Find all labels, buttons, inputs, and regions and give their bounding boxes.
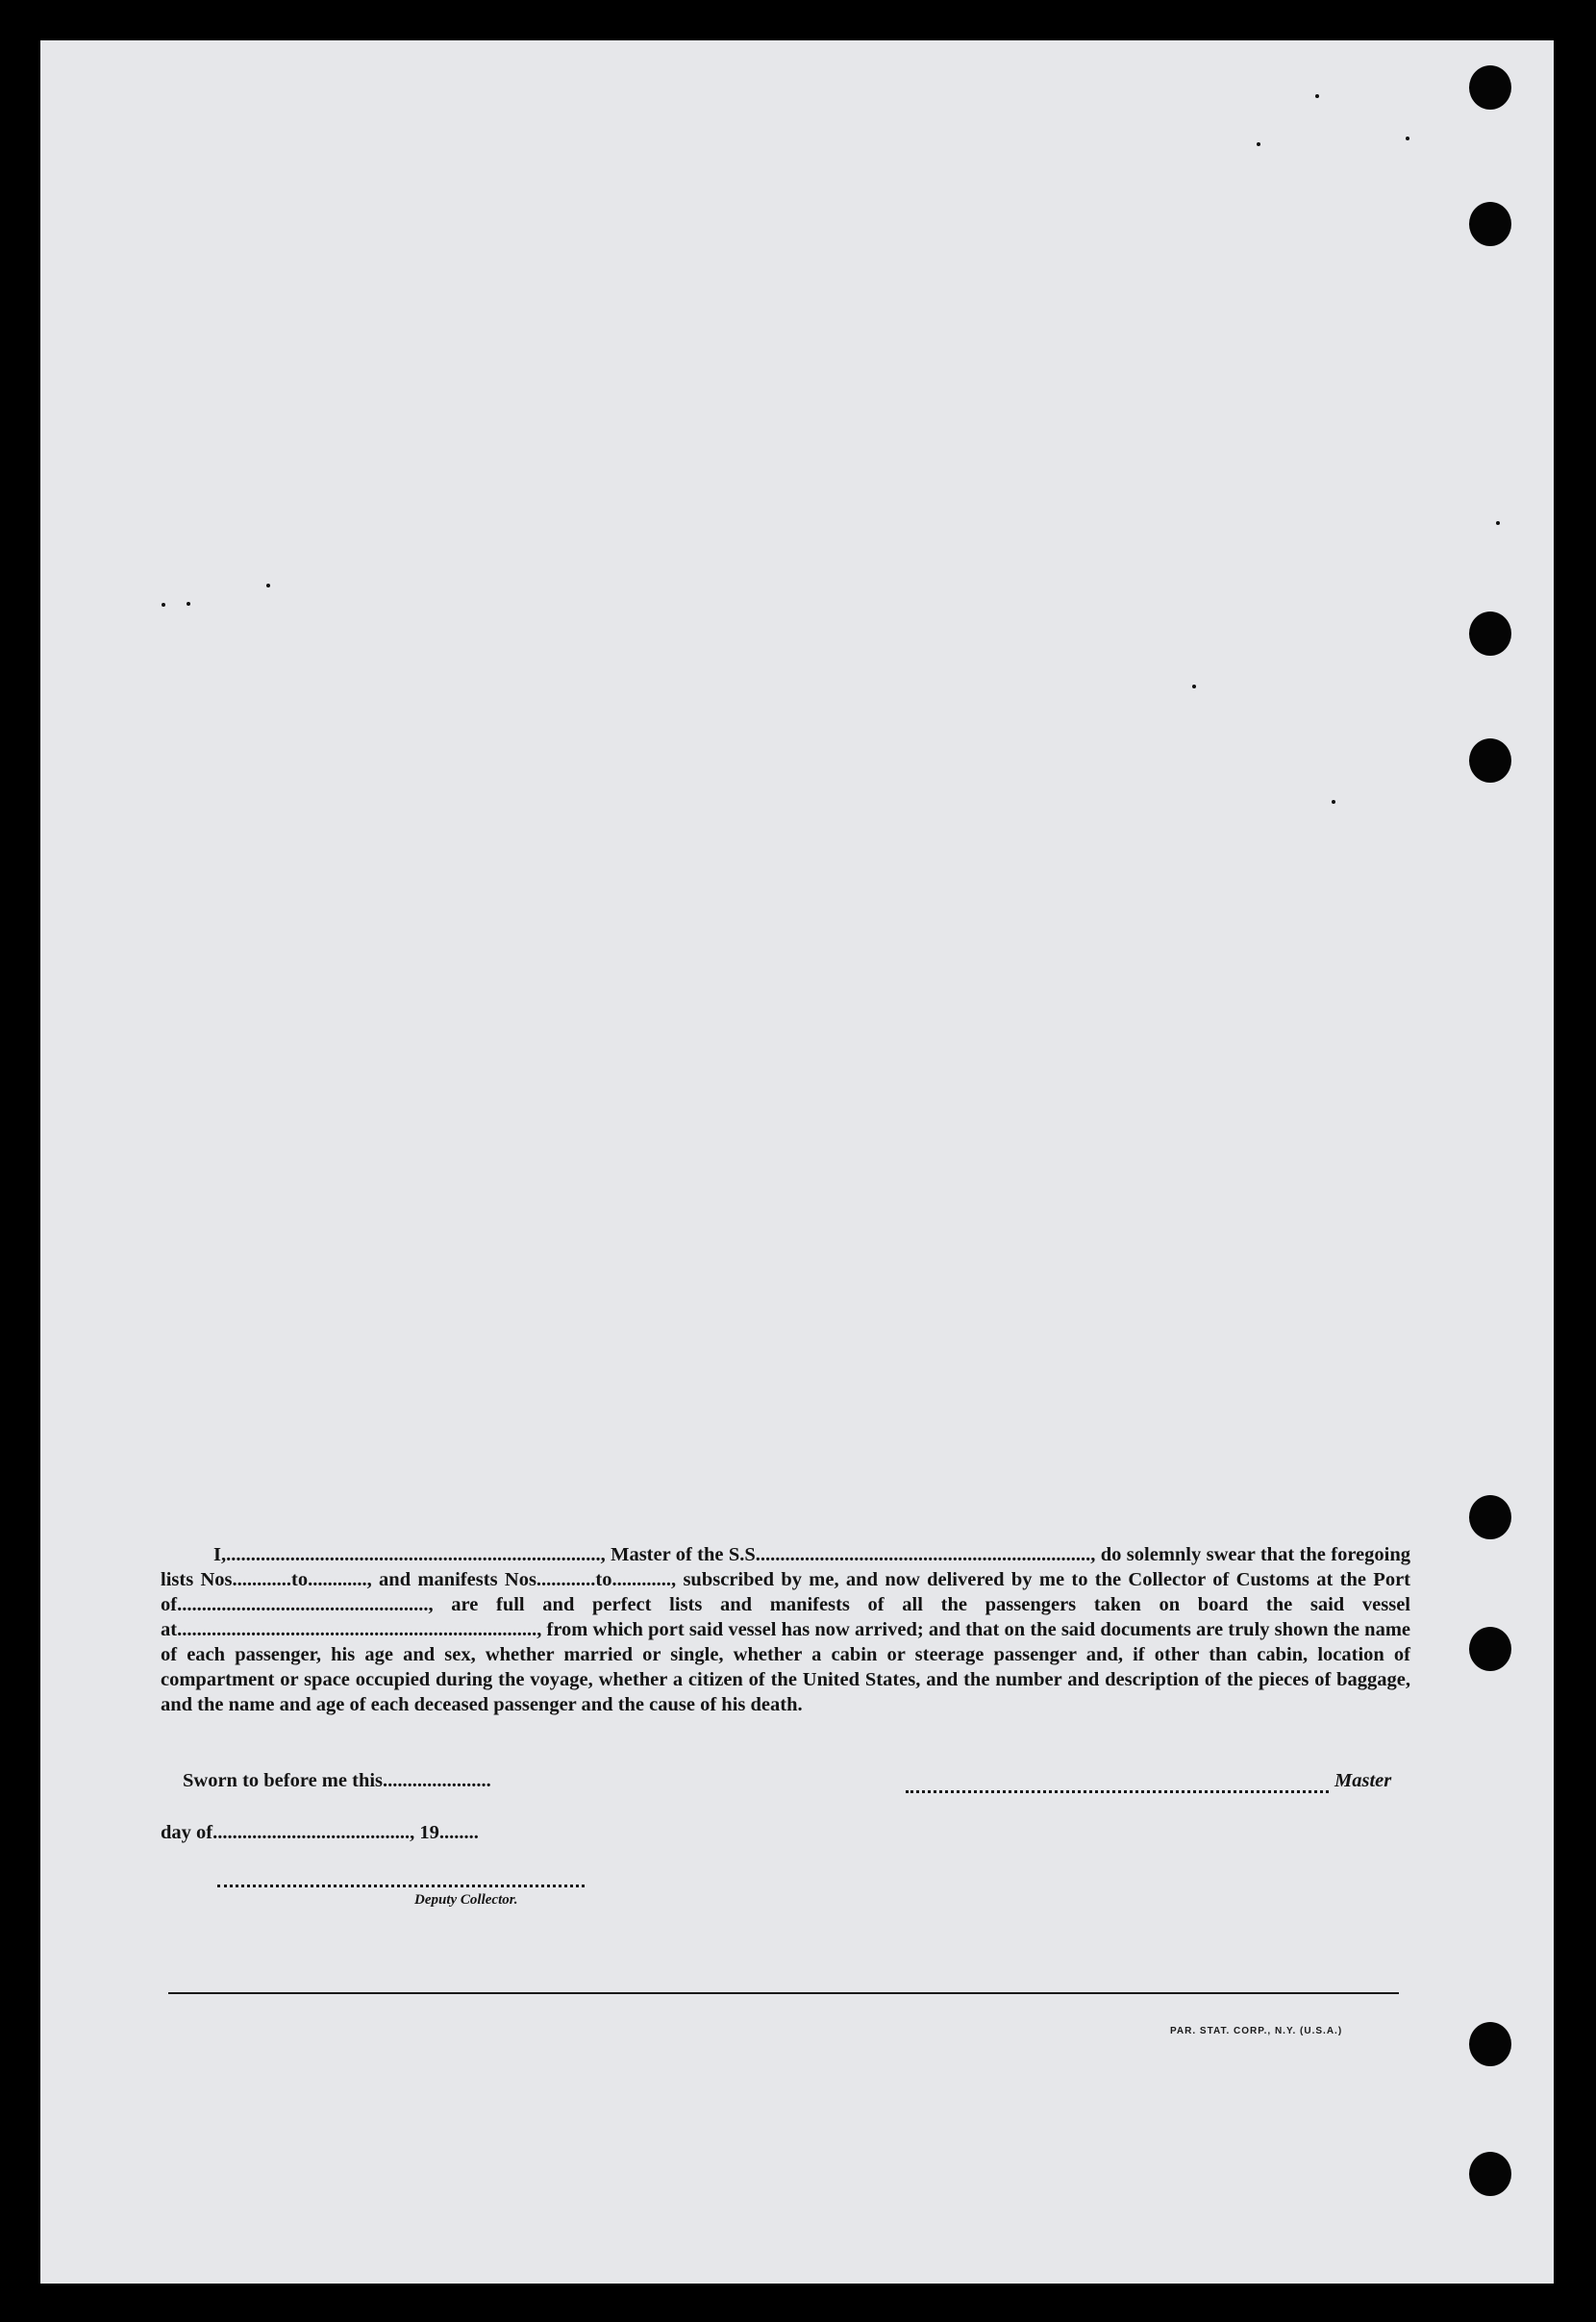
scan-speck (1406, 137, 1409, 140)
oath-paragraph: I,............................................................................, Master of the S.S...................................................................., do solemnly swear that the foregoing lists Nos............to............, and manifests Nos............to............, subscribed by me, and now delivered by me to the Collector of Customs at the Port of..................................................., are full and perfect lists and manifests of all the passengers taken on board the said vessel at........................................................................., from which port said vessel has now arrived; and that on the said documents are truly shown the name of each passenger, his age and sex, whether married or single, whether a cabin or steerage passenger and, if other than cabin, location of compartment or space occupied during the voyage, whether a citizen of the United States, and the number and description of the pieces of baggage, and the name and age of each deceased passenger and the cause of his death. (161, 1544, 1410, 1715)
scan-speck (1496, 521, 1500, 525)
scan-speck (162, 603, 165, 607)
punch-hole-4 (1469, 738, 1511, 783)
scan-speck (1332, 800, 1335, 804)
manifest-back-page (40, 40, 1554, 2284)
bottom-rule (168, 1992, 1399, 1994)
punch-hole-7 (1469, 2022, 1511, 2066)
printer-mark: PAR. STAT. CORP., N.Y. (U.S.A.) (1170, 2026, 1343, 2036)
day-line: day of........................................, 19........ (161, 1822, 479, 1843)
scan-speck (1192, 685, 1196, 688)
master-signature-line (906, 1790, 1329, 1793)
scan-speck (1315, 94, 1319, 98)
punch-hole-3 (1469, 612, 1511, 656)
punch-hole-6 (1469, 1627, 1511, 1671)
punch-hole-5 (1469, 1495, 1511, 1539)
punch-hole-1 (1469, 65, 1511, 110)
sworn-line: Sworn to before me this...................... (183, 1770, 491, 1791)
scan-speck (187, 602, 190, 606)
deputy-collector-label: Deputy Collector. (414, 1892, 518, 1908)
punch-hole-8 (1469, 2152, 1511, 2196)
punch-hole-2 (1469, 202, 1511, 246)
master-label: Master (1334, 1770, 1392, 1791)
deputy-signature-line (217, 1885, 585, 1887)
scan-speck (1257, 142, 1260, 146)
scan-speck (266, 584, 270, 587)
